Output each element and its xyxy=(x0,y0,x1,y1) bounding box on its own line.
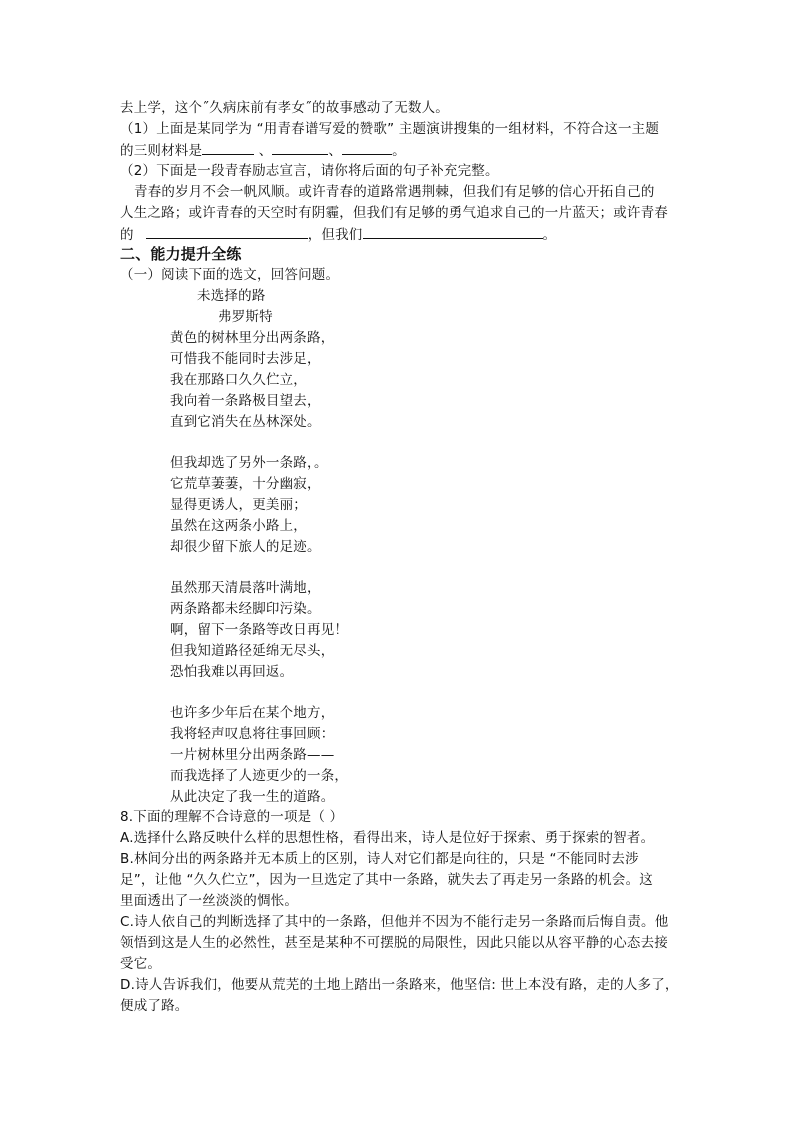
poem-line: 直到它消失在丛林深处。 xyxy=(170,414,321,430)
poem-line: 我在那路口久久伫立， xyxy=(170,372,307,388)
answer-blank-5[interactable] xyxy=(363,224,543,239)
poem-line: 虽然在这两条小路上， xyxy=(170,518,307,534)
poem-line: 我将轻声叹息将往事回顾： xyxy=(170,726,335,742)
option-c-line-3[interactable]: 受它。 xyxy=(120,956,162,972)
poem-line: 也许多少年后在某个地方， xyxy=(170,705,335,721)
question-1-line-b: 的三则材料是 、 、 。 xyxy=(120,140,406,161)
poem-line: 却很少留下旅人的足迹。 xyxy=(170,539,321,555)
option-d-line-2[interactable]: 便成了路。 xyxy=(120,998,189,1014)
answer-blank-3[interactable] xyxy=(342,140,392,155)
answer-blank-1[interactable] xyxy=(202,140,254,155)
passage-line-3: 的 ，但我们 。 xyxy=(120,224,556,245)
poem-line: 它荒草萋萋，十分幽寂， xyxy=(170,476,321,492)
poem-line: 虽然那天清晨落叶满地， xyxy=(170,580,321,596)
poem-line: 两条路都未经脚印污染。 xyxy=(170,601,321,617)
poem-title: 未选择的路 xyxy=(197,288,266,304)
poem-line: 但我却选了另外一条路，。 xyxy=(170,455,328,471)
poem-line: 一片树林里分出两条路—— xyxy=(170,747,335,763)
poem-line: 但我知道路径延绵无尽头， xyxy=(170,643,335,659)
answer-blank-2[interactable] xyxy=(272,140,328,155)
question-8-stem: 8.下面的理解不合诗意的一项是（ ） xyxy=(120,809,344,825)
poem-line: 从此决定了我一生的道路。 xyxy=(170,789,335,805)
poem-line: 显得更诱人，更美丽； xyxy=(170,497,307,513)
reading-instruction: （一）阅读下面的选文，回答问题。 xyxy=(120,267,340,283)
option-c-line-2[interactable]: 领悟到这是人生的必然性，甚至是某种不可摆脱的局限性，因此只能以从容平静的心态去接 xyxy=(120,935,668,951)
option-a[interactable]: A.选择什么路反映什么样的思想性格，看得出来，诗人是位好于探索、勇于探索的智者。 xyxy=(120,830,655,846)
passage-line-1: 青春的岁月不会一帆风顺。或许青春的道路常遇荆棘，但我们有足够的信心开拓自己的 xyxy=(134,184,655,200)
poem-author: 弗罗斯特 xyxy=(218,309,273,325)
option-c-line-1[interactable]: C.诗人依自己的判断选择了其中的一条路，但他并不因为不能行走另一条路而后悔自责。他 xyxy=(120,914,669,930)
poem-line: 啊，留下一条路等改日再见！ xyxy=(170,622,349,638)
passage-line-2: 人生之路；或许青春的天空时有阴霾，但我们有足够的勇气追求自己的一片蓝天；或许青春 xyxy=(120,205,668,221)
poem-line: 而我选择了人迹更少的一条， xyxy=(170,768,349,784)
question-2-line: （2）下面是一段青春励志宣言，请你将后面的句子补充完整。 xyxy=(120,163,499,179)
option-b-line-1[interactable]: B.林间分出的两条路并无本质上的区别，诗人对它们都是向往的，只是 “不能同时去涉 xyxy=(120,851,639,867)
poem-line: 黄色的树林里分出两条路， xyxy=(170,330,335,346)
poem-line: 可惜我不能同时去涉足， xyxy=(170,351,321,367)
option-b-line-2[interactable]: 足”，让他 “久久伫立”，因为一旦选定了其中一条路，就失去了再走另一条路的机会。这 xyxy=(120,872,653,888)
answer-blank-4[interactable] xyxy=(146,224,308,239)
question-1-line-a: （1）上面是某同学为 “用青春谱写爱的赞歌” 主题演讲搜集的一组材料，不符合这一主题 xyxy=(120,121,660,137)
option-b-line-3[interactable]: 里面透出了一丝淡淡的惆怅。 xyxy=(120,893,299,909)
intro-line-1: 去上学，这个˝久病床前有孝女˝的故事感动了无数人。 xyxy=(120,100,449,116)
poem-line: 我向着一条路极目望去， xyxy=(170,393,321,409)
poem-line: 恐怕我难以再回返。 xyxy=(170,664,294,680)
option-d-line-1[interactable]: D.诗人告诉我们，他要从荒芜的土地上踏出一条路来，他坚信: 世上本没有路，走的人多了， xyxy=(120,977,679,993)
section-heading: 二、能力提升全练 xyxy=(120,245,242,263)
